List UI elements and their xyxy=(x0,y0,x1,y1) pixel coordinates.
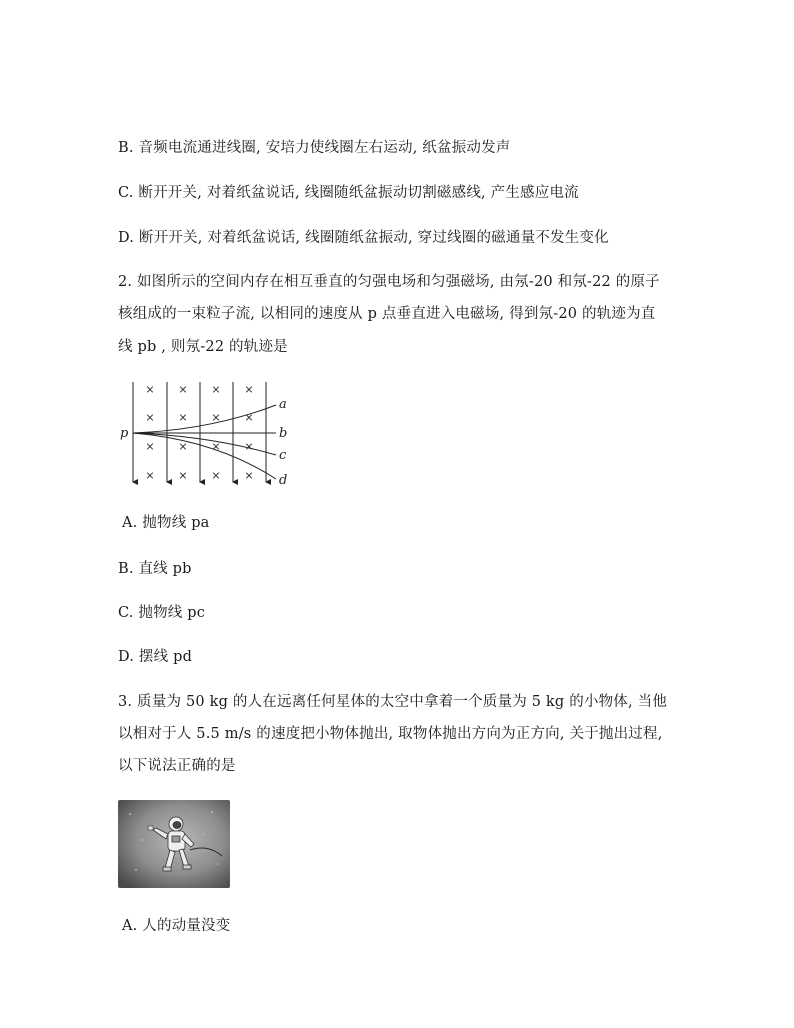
cross-mark: × xyxy=(211,411,221,424)
q2-option-b: B. 直线 pb xyxy=(118,561,192,577)
cross-mark: × xyxy=(178,411,188,424)
cross-mark: × xyxy=(178,469,188,482)
q2-option-c: C. 抛物线 pc xyxy=(118,605,206,621)
cross-mark: × xyxy=(178,440,188,453)
cross-mark: × xyxy=(145,469,155,482)
curve-d-label: d xyxy=(279,473,288,488)
q2-option-d: D. 摆线 pd xyxy=(118,649,193,665)
cross-mark: × xyxy=(211,440,221,453)
point-p-label: p xyxy=(120,426,129,441)
q1-option-d: D. 断开开关, 对着纸盆说话, 线圈随纸盆振动, 穿过线圈的磁通量不发生变化 xyxy=(118,230,609,246)
q3-stem-line-2: 以相对于人 5.5 m/s 的速度把小物体抛出, 取物体抛出方向为正方向, 关于抛出过程, xyxy=(118,726,663,742)
cross-mark: × xyxy=(178,383,188,396)
q1-option-c: C. 断开开关, 对着纸盆说话, 线圈随纸盆振动切割磁感线, 产生感应电流 xyxy=(118,185,579,201)
cross-mark: × xyxy=(211,469,221,482)
q1-option-b: B. 音频电流通进线圈, 安培力使线圈左右运动, 纸盆振动发声 xyxy=(118,140,511,156)
cross-mark: × xyxy=(244,411,254,424)
q2-stem-line-2: 核组成的一束粒子流, 以相同的速度从 p 点垂直进入电磁场, 得到氖-20 的轨迹为直 xyxy=(118,306,656,322)
cross-mark: × xyxy=(145,383,155,396)
curve-b-label: b xyxy=(279,426,288,441)
q3-stem-line-1: 3. 质量为 50 kg 的人在远离任何星体的太空中拿着一个质量为 5 kg 的小物体, 当他 xyxy=(118,694,668,710)
cross-mark: × xyxy=(244,469,254,482)
cross-mark: × xyxy=(244,440,254,453)
field-diagram xyxy=(116,378,296,490)
curve-c-label: c xyxy=(279,448,287,463)
cross-mark: × xyxy=(211,383,221,396)
cross-mark: × xyxy=(145,440,155,453)
q3-option-a: A. 人的动量没变 xyxy=(122,918,231,934)
cross-mark: × xyxy=(244,383,254,396)
curve-a-label: a xyxy=(279,397,287,412)
astronaut-photo xyxy=(118,800,230,888)
q2-option-a: A. 抛物线 pa xyxy=(122,515,210,531)
cross-mark: × xyxy=(145,411,155,424)
q3-stem-line-3: 以下说法正确的是 xyxy=(118,758,236,774)
q2-stem-line-1: 2. 如图所示的空间内存在相互垂直的匀强电场和匀强磁场, 由氖-20 和氖-22 的原子 xyxy=(118,274,660,290)
q2-stem-line-3: 线 pb , 则氖-22 的轨迹是 xyxy=(118,339,288,355)
